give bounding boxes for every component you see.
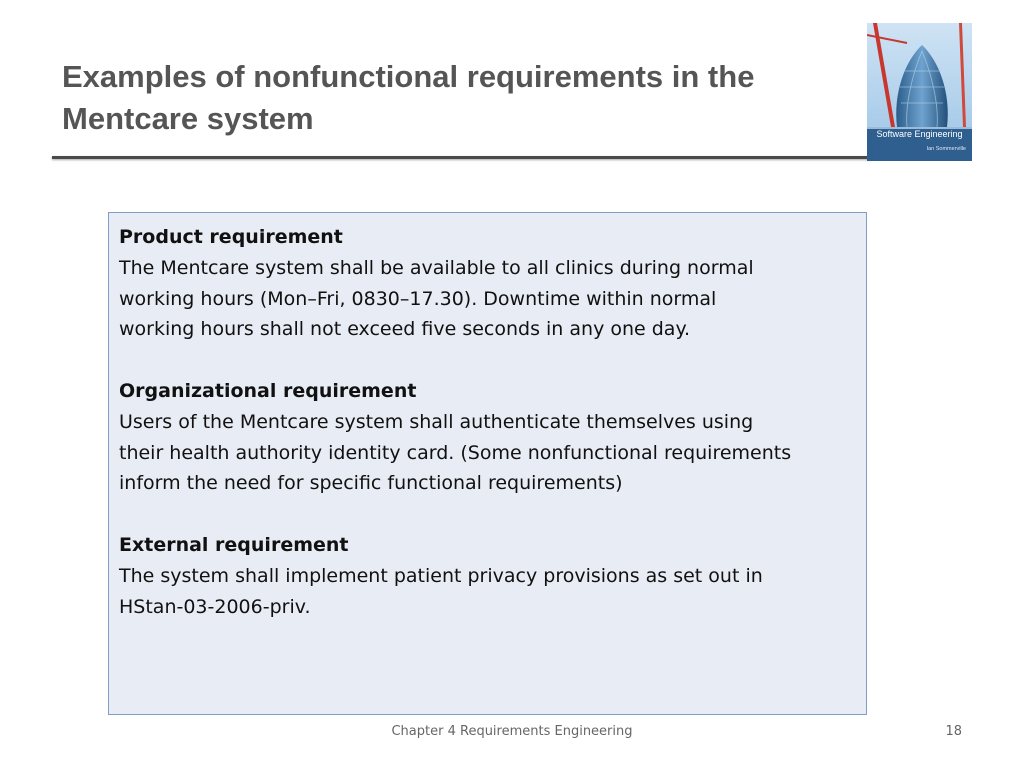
requirement-external	[119, 530, 856, 622]
requirement-heading: External requirement	[119, 533, 349, 556]
title-divider	[52, 156, 872, 159]
page-number: 18	[945, 724, 962, 739]
requirement-heading: Organizational requirement	[119, 379, 417, 402]
book-cover-title: Software Engineering	[876, 129, 963, 139]
requirement-text: Users of the Mentcare system shall authenticate themselves using their health authority identity card. (Some nonfunctional requirements inform the need for specific functional requirements)	[119, 410, 792, 495]
book-cover-image	[867, 23, 972, 161]
slide-title: Examples of nonfunctional requirements in the Mentcare system	[62, 59, 755, 136]
requirement-heading: Product requirement	[119, 226, 343, 248]
requirement-text: The Mentcare system shall be available to all clinics during normal working hours (Mon–Fri, 0830–17.30). Downtime within normal working hours shall not exceed five seconds in any one day.	[119, 256, 754, 341]
requirement-text: The system shall implement patient privacy provisions as set out in HStan-03-2006-priv.	[119, 564, 763, 618]
requirement-product	[119, 222, 856, 345]
requirement-organizational	[119, 376, 856, 499]
book-cover-author: Ian Sommerville	[926, 146, 966, 152]
requirements-box	[108, 212, 867, 715]
footer-chapter: Chapter 4 Requirements Engineering	[391, 724, 633, 739]
